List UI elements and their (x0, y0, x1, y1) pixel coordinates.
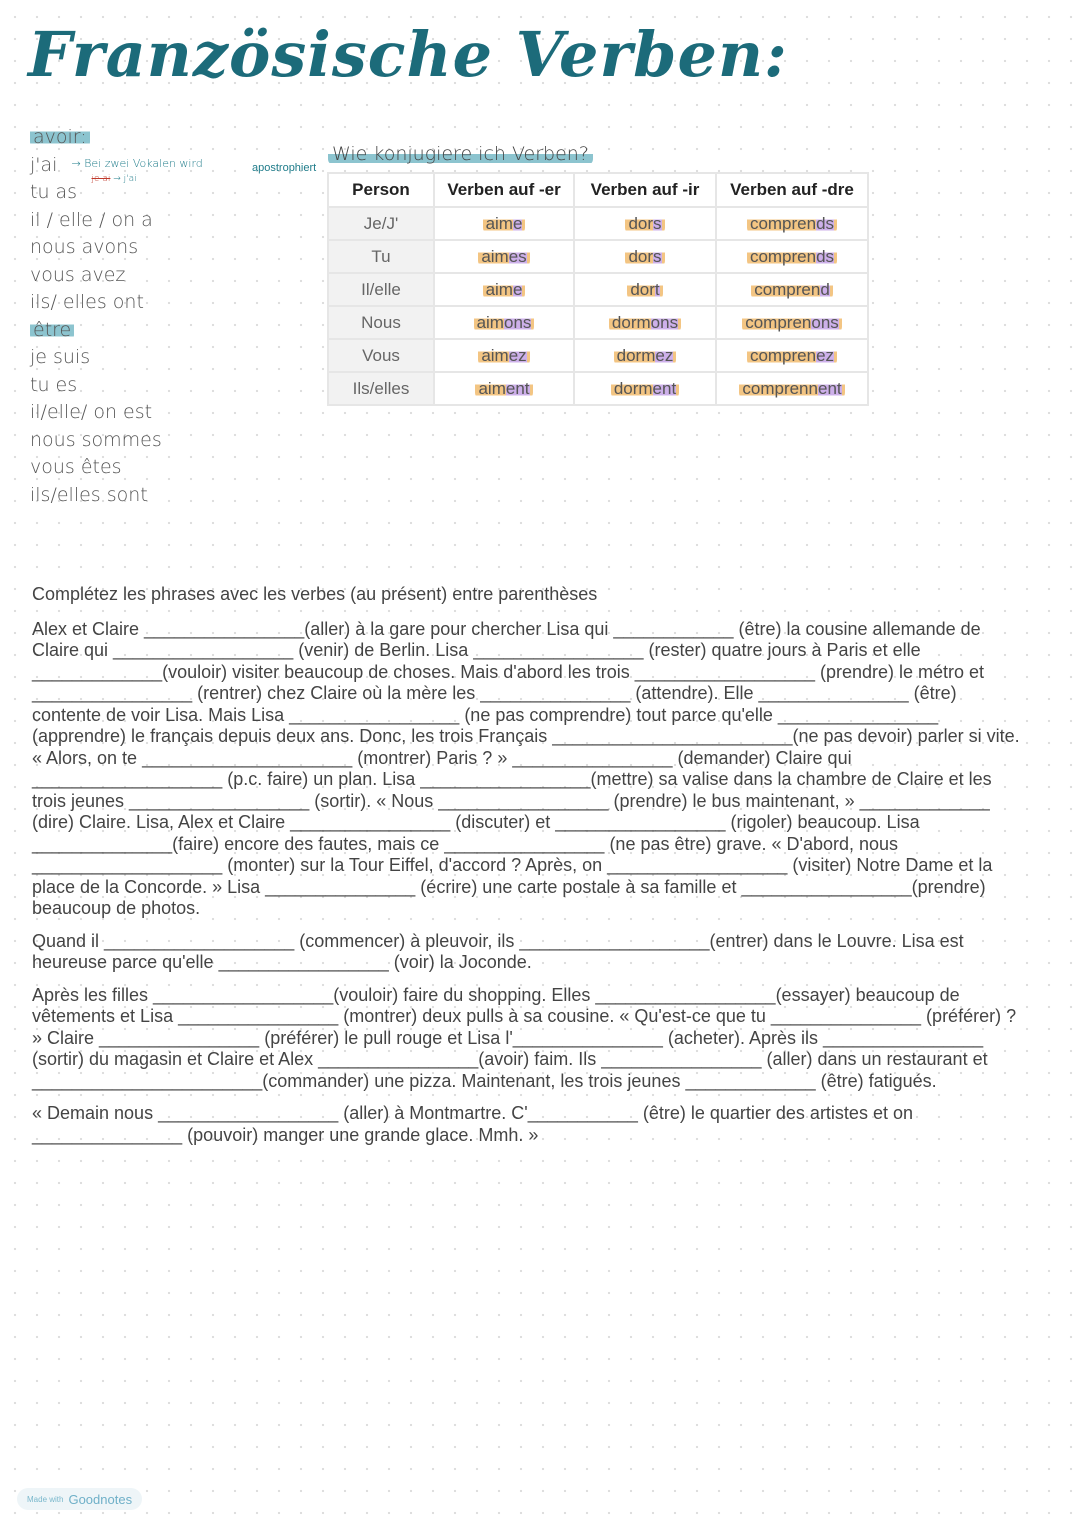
elision-note: → Bei zwei Vokalen wird je ai → j'ai (71, 156, 203, 184)
ir-form: dormons (574, 306, 716, 339)
exercise-paragraph-3: Après les filles __________________(vouloir) faire du shopping. Elles __________________(essayer) beaucoup de vêtements et Lisa ________________ (montrer) deux pulls à sa cousine. « Qu'est-ce que tu _______________ (préférer) ? » Claire ________________ (préférer) le pull rouge et Lisa l'_______________ (acheter). Après ils ________________ (sortir) du magasin et Claire et Alex ________________(avoir) faim. Ils ________________ (aller) dans un restaurant et _______________________(commander) une pizza. Maintenant, les trois jeunes _____________ (être) fatigués. (32, 984, 1017, 1091)
exercise-paragraph-4: « Demain nous __________________ (aller) à Montmartre. C'___________ (être) le quartier des artistes et on _______________ (pouvoir) manger une grande glace. Mmh. » (32, 1103, 913, 1145)
avoir-line-3: il / elle / on a (30, 208, 153, 231)
exercise-paragraph-2: Quand il ___________________ (commencer) à pleuvoir, ils ___________________(entrer) dans le Louvre. Lisa est heureuse parce qu'elle _________________ (voir) la Joconde. (32, 930, 964, 972)
person-cell: Il/elle (328, 273, 434, 306)
dre-form: comprenez (716, 339, 868, 372)
header-dre: Verben auf -dre (716, 173, 868, 207)
dre-form: comprend (716, 273, 868, 306)
table-row (328, 207, 868, 240)
header-person: Person (328, 173, 434, 207)
etre-line-2: tu es (30, 373, 78, 396)
dre-form: comprends (716, 207, 868, 240)
etre-line-4: nous sommes (30, 428, 162, 451)
table-row (328, 372, 868, 405)
er-form: aimes (434, 240, 574, 273)
table-header-row (328, 173, 868, 207)
avoir-line-1: j'ai $^{\to Bei zwei Vokalen wird je ai \to j'ai}$ (30, 153, 203, 184)
person-cell: Vous (328, 339, 434, 372)
brand-label: Goodnotes (68, 1491, 133, 1507)
er-form: aimons (434, 306, 574, 339)
table-heading: Wie konjugiere ich Verben? (328, 143, 593, 165)
dre-form: comprennent (716, 372, 868, 405)
ir-form: dort (574, 273, 716, 306)
ir-form: dors (574, 240, 716, 273)
er-form: aiment (434, 372, 574, 405)
ir-form: dors (574, 207, 716, 240)
exercise-paragraph-1: Alex et Claire ________________(aller) à la gare pour chercher Lisa qui ____________ (être) la cousine allemande de Claire qui __________________ (venir) de Berlin. Lisa _________________ (rester) quatre jours à Paris et elle _____________(vouloir) visiter beaucoup de choses. Mais d'abord les trois __________________ (prendre) le métro et ________________ (rentrer) chez Claire où la mère les _______________ (attendre). Elle _______________ (être) contente de voir Lisa. Mais Lisa _________________ (ne pas comprendre) tout parce qu'elle ________________ (apprendre) le français depuis deux ans. Donc, les trois Français ________________________(ne pas devoir) parler si vite. « Alors, on te _____________________ (montrer) Paris ? » ________________ (demander) Claire qui ___________________ (p.c. faire) un plan. Lisa _________________(mettre) sa valise dans la chambre de Claire et les trois jeunes __________________ (sortir). « Nous _________________ (prendre) le bus maintenant, » _____________ (dire) Claire. Lisa, Alex et Claire ________________ (discuter) et _________________ (rigoler) beaucoup. Lisa ______________(faire) encore des fautes, mais ce ________________ (ne pas être) grave. « D'abord, nous ___________________ (monter) sur la Tour Eiffel, d'accord ? Après, on __________________ (visiter) Notre Dame et la place de la Concorde. » Lisa _______________ (écrire) une carte postale à sa famille et _________________(prendre) beaucoup de photos. (32, 618, 1020, 918)
person-cell: Nous (328, 306, 434, 339)
avoir-heading: avoir: (30, 124, 310, 152)
avoir-line-2: tu as (30, 181, 78, 203)
dre-form: comprends (716, 240, 868, 273)
page-title: Französische Verben: (28, 18, 788, 91)
table-row (328, 273, 868, 306)
etre-line-5: vous êtes (30, 456, 122, 478)
avoir-line-4: nous avons (30, 236, 139, 258)
header-ir: Verben auf -ir (574, 173, 716, 207)
etre-line-1: je suis (30, 346, 91, 368)
apostrophe-note: apostrophiert (252, 162, 317, 174)
er-form: aime (434, 207, 574, 240)
conjugation-table (327, 172, 869, 406)
table-row (328, 306, 868, 339)
ir-form: dormez (574, 339, 716, 372)
etre-line-3: il/elle/ on est (30, 401, 153, 423)
person-cell: Tu (328, 240, 434, 273)
header-er: Verben auf -er (434, 173, 574, 207)
made-with-label: Made with (27, 1494, 64, 1504)
table-row (328, 339, 868, 372)
goodnotes-badge (17, 1488, 142, 1510)
ir-form: dorment (574, 372, 716, 405)
er-form: aime (434, 273, 574, 306)
exercise-instruction: Complétez les phrases avec les verbes (au présent) entre parenthèses (32, 584, 598, 604)
table-row (328, 240, 868, 273)
er-form: aimez (434, 339, 574, 372)
person-cell: Ils/elles (328, 372, 434, 405)
etre-line-6: ils/elles sont (30, 483, 148, 506)
avoir-line-6: ils/ elles ont (30, 291, 144, 313)
dre-form: comprenons (716, 306, 868, 339)
exercise-section (32, 584, 1022, 1157)
avoir-etre-conjugation (30, 124, 310, 509)
person-cell: Je/J' (328, 207, 434, 240)
avoir-line-5: vous avez (30, 263, 126, 286)
etre-heading: être (30, 317, 310, 345)
